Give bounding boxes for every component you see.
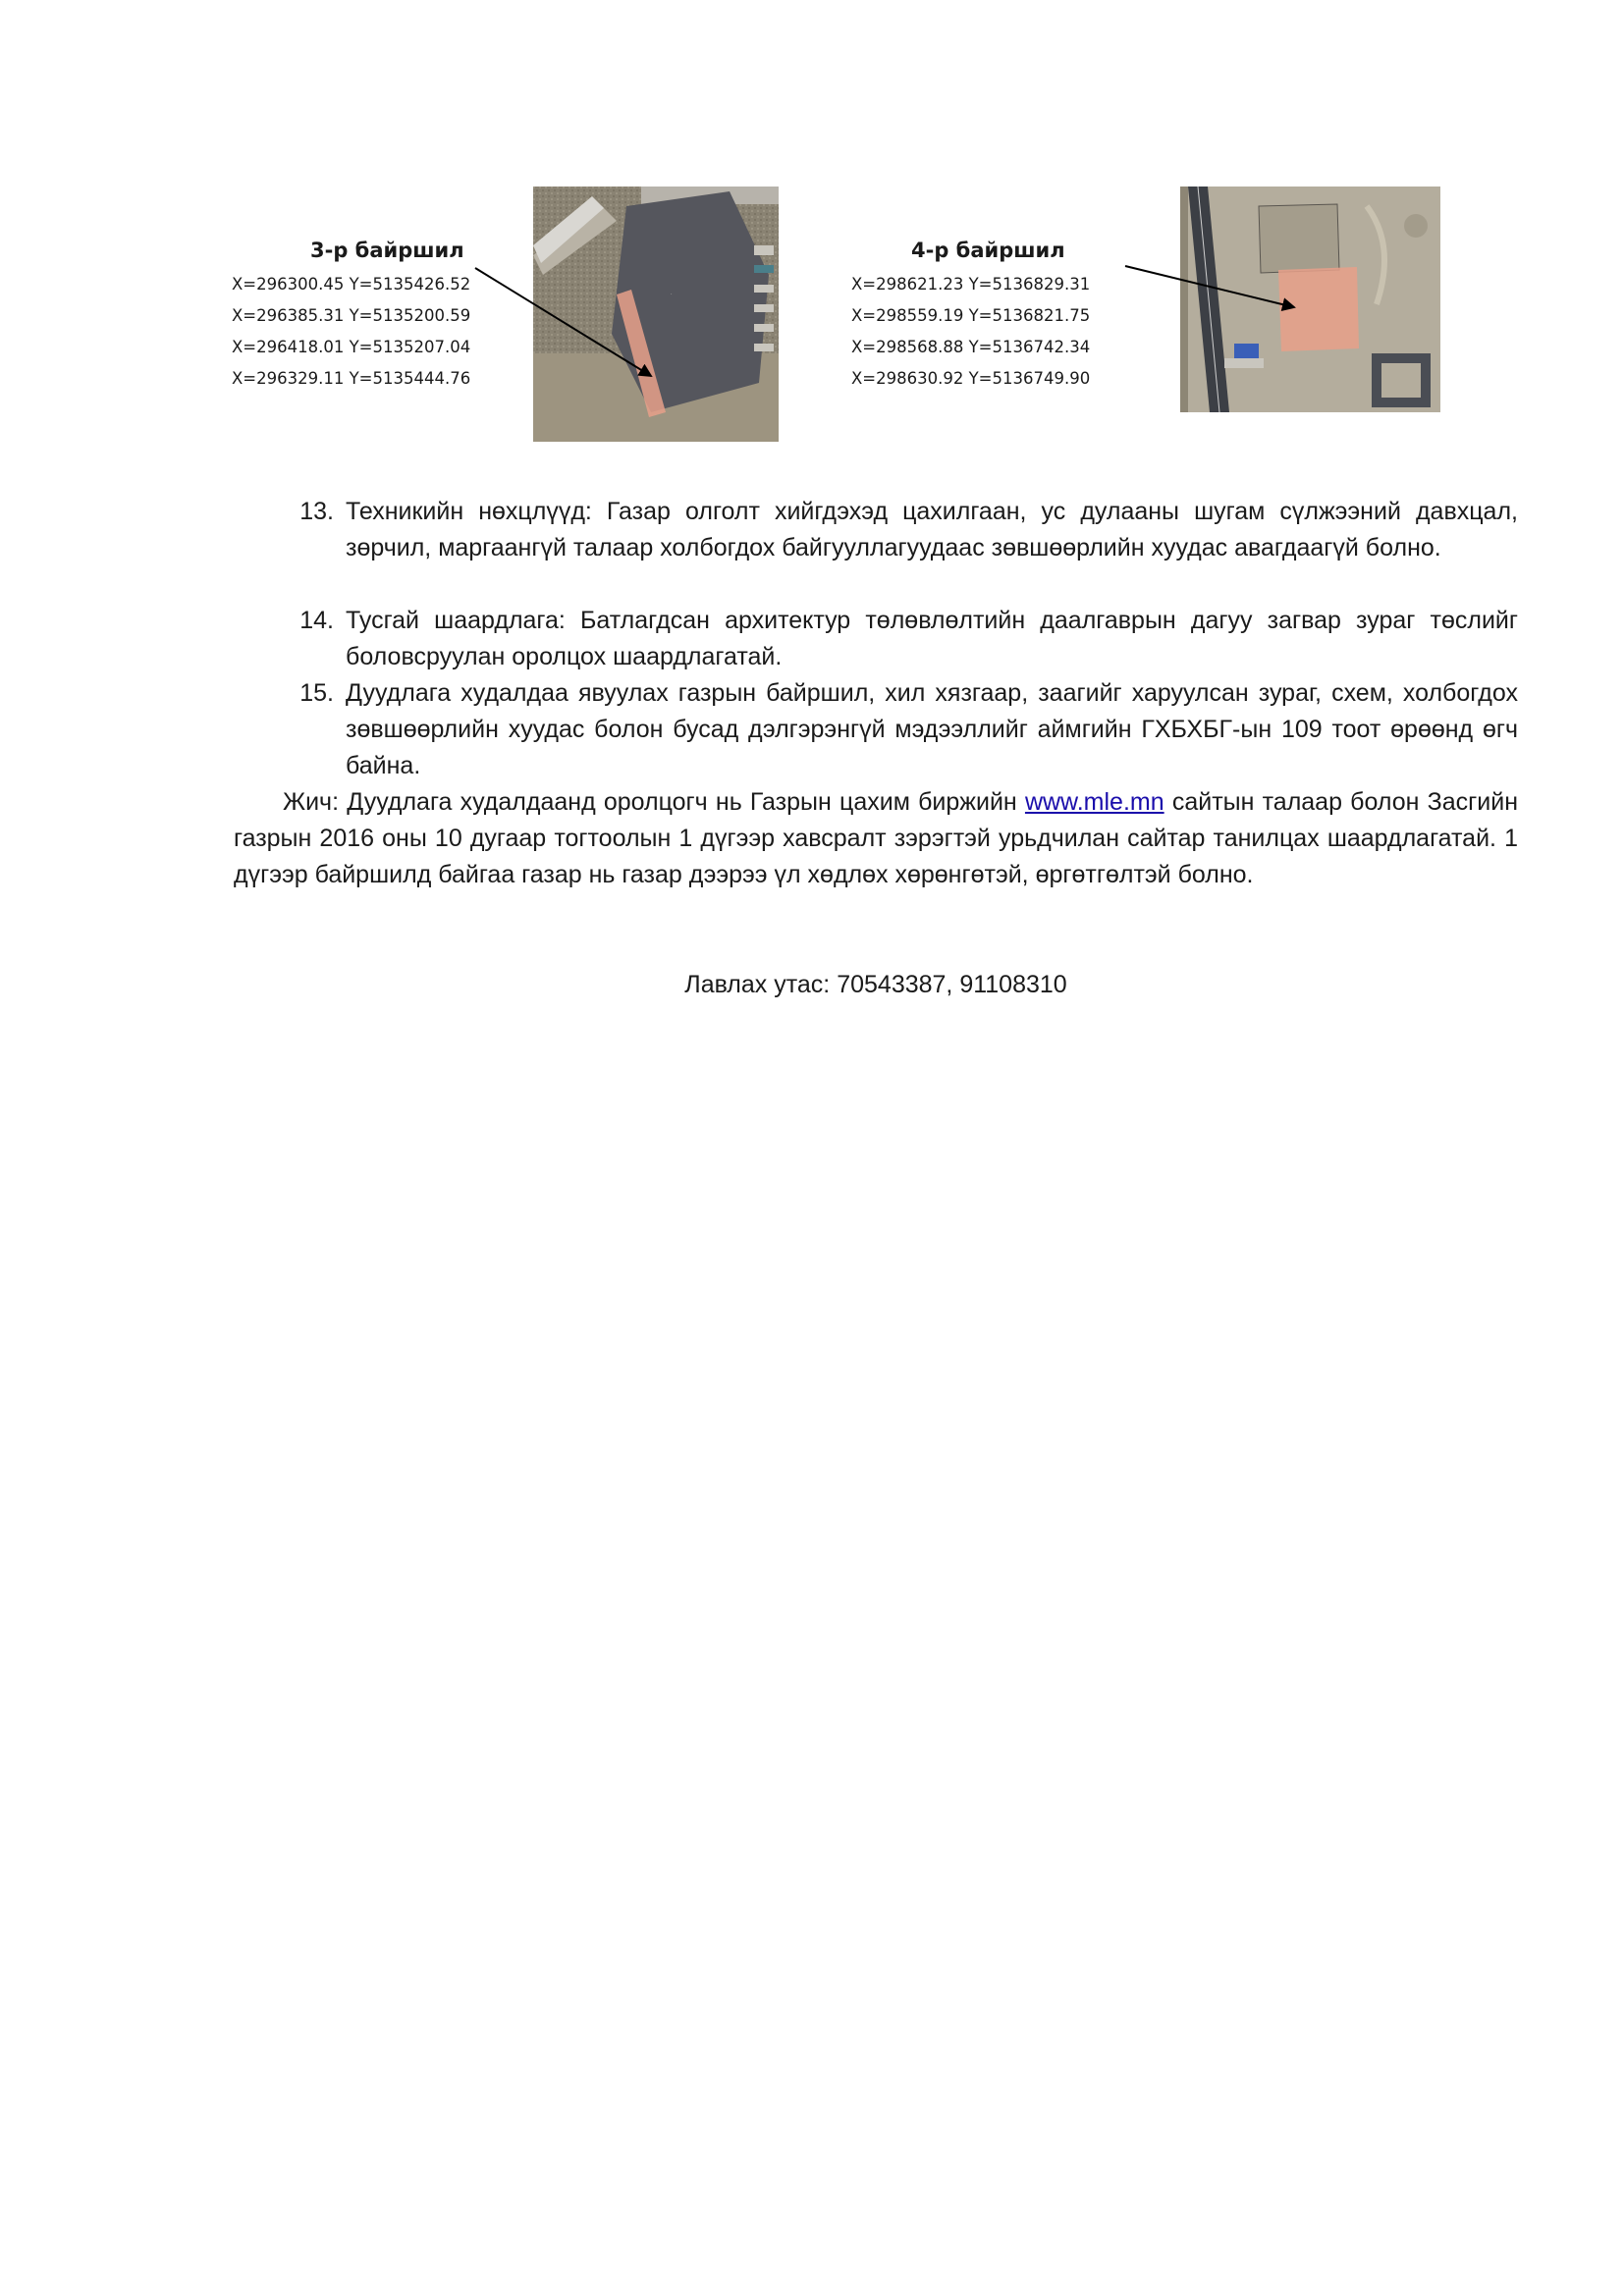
item-15-number: 15. xyxy=(299,679,334,707)
contact-phone: Лавлах утас: 70543387, 91108310 xyxy=(684,971,1067,998)
item-15-text: Дуудлага худалдаа явуулах газрын байршил, хил хязгаар, заагийг харуулсан зураг, схем, холбогдох зөвшөөрлийн хуудас болон бусад дэлгэрэнгүй мэдээллийг аймгийн ГХБХБГ-ын 109 тоот өрөөнд өгч байна. xyxy=(346,679,1518,779)
item-14-number: 14. xyxy=(299,607,334,634)
item-13-number: 13. xyxy=(299,498,334,525)
location-3-title: 3-р байршил xyxy=(310,239,464,262)
location-4-coord-4: X=298630.92 Y=5136749.90 xyxy=(851,369,1091,388)
location-4-coord-3: X=298568.88 Y=5136742.34 xyxy=(851,338,1091,356)
svg-text:.: . xyxy=(671,291,673,296)
location-3-coord-3: X=296418.01 Y=5135207.04 xyxy=(232,338,471,356)
note-text-after: сайтын талаар болон Засгийн газрын 2016 оны 10 дугаар тогтоолын 1 дүгээр хавсралт зэрэгтэй урьдчилан сайтар танилцах шаардлагатай. 1 дүгээр байршилд байгаа газар нь газар дээрээ үл хөдлөх хөрөнгөтэй, өргөтгөлтэй болно. xyxy=(234,788,1518,888)
item-14-text: Тусгай шаардлага: Батлагдсан архитектур төлөвлөлтийн даалгаврын дагуу загвар зураг төслийг боловсруулан оролцох шаардлагатай. xyxy=(346,607,1518,670)
list-item-14 xyxy=(283,603,1518,675)
location-4-satellite-map xyxy=(1180,187,1440,412)
location-4-coord-1: X=298621.23 Y=5136829.31 xyxy=(851,275,1091,294)
location-3-coord-2: X=296385.31 Y=5135200.59 xyxy=(232,306,471,325)
list-item-15 xyxy=(283,675,1518,784)
note-paragraph xyxy=(234,784,1518,893)
location-3-satellite-map xyxy=(533,187,779,442)
list-item-13 xyxy=(283,494,1518,566)
item-13-text: Техникийн нөхцлүүд: Газар олголт хийгдэхэд цахилгаан, ус дулааны шугам сүлжээний давхцал, зөрчил, маргаангүй талаар холбогдох байгууллагуудаас зөвшөөрлийн хуудас авагдаагүй болно. xyxy=(346,498,1518,561)
note-text-before: Жич: Дуудлага худалдаанд оролцогч нь Газрын цахим биржийн xyxy=(283,788,1025,816)
location-3-coord-1: X=296300.45 Y=5135426.52 xyxy=(232,275,471,294)
location-4-title: 4-р байршил xyxy=(911,239,1065,262)
location-4-coord-2: X=298559.19 Y=5136821.75 xyxy=(851,306,1091,325)
mle-link[interactable]: www.mle.mn xyxy=(1024,788,1164,816)
location-3-coord-4: X=296329.11 Y=5135444.76 xyxy=(232,369,471,388)
